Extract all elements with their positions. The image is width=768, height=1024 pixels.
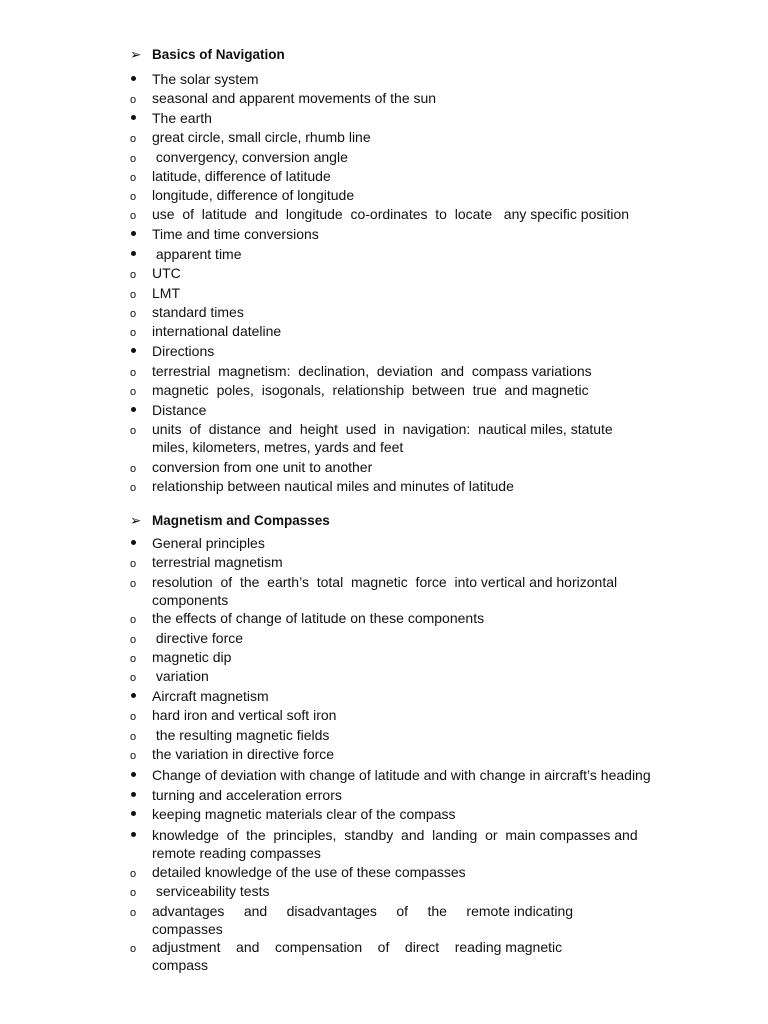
list-item: [130, 303, 710, 321]
bullet-circle-icon: o: [130, 191, 137, 203]
bullet-circle-icon: o: [130, 653, 137, 665]
list-item: [130, 629, 710, 647]
bullet-circle-icon: o: [130, 327, 137, 339]
list-item: [130, 786, 710, 804]
list-item: [130, 264, 710, 282]
list-item: [130, 70, 710, 88]
list-item: [130, 342, 710, 360]
list-item: [130, 863, 710, 881]
list-item-text: seasonal and apparent movements of the sun: [152, 90, 437, 106]
bullet-circle-icon: o: [130, 386, 137, 398]
bullet-circle-icon: o: [130, 672, 137, 684]
bullet-circle-icon: o: [130, 153, 137, 165]
list-item-text: conversion from one unit to another: [152, 459, 373, 475]
list-item-text: magnetic dip: [152, 649, 232, 665]
list-item: [130, 458, 710, 476]
list-item-text: The solar system: [152, 71, 259, 87]
list-item-text: keeping magnetic materials clear of the compass: [152, 806, 456, 822]
list-item: [130, 882, 710, 900]
list-item-text: advantages and disadvantages of the remote indicating: [152, 903, 574, 919]
list-item-text: international dateline: [152, 323, 282, 339]
list-item-text: Aircraft magnetism: [152, 688, 269, 704]
list-item: [130, 245, 710, 263]
bullet-circle-icon: o: [130, 308, 137, 320]
list-item: [130, 362, 710, 380]
list-item: [130, 706, 710, 724]
list-item: [130, 284, 710, 302]
bullet-circle-icon: o: [130, 172, 137, 184]
list-item: [130, 902, 710, 938]
list-item: [130, 766, 710, 784]
list-item-text: standard times: [152, 304, 244, 320]
list-item-text: longitude, difference of longitude: [152, 187, 355, 203]
list-item: [130, 148, 710, 166]
section-heading: [130, 512, 330, 530]
list-item-text-continued: compasses: [152, 921, 223, 937]
bullet-circle-icon: o: [130, 907, 137, 919]
bullet-circle-icon: o: [130, 614, 137, 626]
list-item: [130, 109, 710, 127]
bullet-circle-icon: o: [130, 94, 137, 106]
bullet-circle-icon: o: [130, 578, 137, 590]
bullet-circle-icon: o: [130, 210, 137, 222]
list-item-text: latitude, difference of latitude: [152, 168, 331, 184]
list-item: [130, 420, 710, 456]
list-item-text: apparent time: [152, 246, 242, 262]
list-item-text-continued: compass: [152, 957, 209, 973]
list-item-text: the resulting magnetic fields: [152, 727, 330, 743]
bullet-circle-icon: o: [130, 750, 137, 762]
bullet-circle-icon: o: [130, 463, 137, 475]
section-heading-text: Basics of Navigation: [152, 47, 285, 62]
list-item-text: The earth: [152, 110, 212, 126]
list-item-text: terrestrial magnetism: declination, deviation and compass variations: [152, 363, 592, 379]
list-item: [130, 553, 710, 571]
bullet-circle-icon: o: [130, 558, 137, 570]
list-item-text: knowledge of the principles, standby and landing or main compasses and: [152, 827, 638, 843]
list-item: [130, 128, 710, 146]
bullet-circle-icon: o: [130, 367, 137, 379]
list-item: [130, 826, 710, 862]
list-item: [130, 381, 710, 399]
list-item: [130, 573, 710, 609]
bullet-circle-icon: o: [130, 482, 137, 494]
list-item: [130, 534, 710, 552]
list-item-text: Distance: [152, 402, 207, 418]
list-item: [130, 477, 710, 495]
list-item: [130, 648, 710, 666]
list-item-text-continued: miles, kilometers, metres, yards and feet: [152, 439, 404, 455]
bullet-circle-icon: o: [130, 425, 137, 437]
list-item-text: General principles: [152, 535, 265, 551]
list-item: [130, 225, 710, 243]
list-item-text: the variation in directive force: [152, 746, 335, 762]
list-item: [130, 687, 710, 705]
list-item: [130, 745, 710, 763]
list-item-text: Change of deviation with change of latitude and with change in aircraft’s heading: [152, 767, 651, 783]
list-item-text: great circle, small circle, rhumb line: [152, 129, 371, 145]
list-item: [130, 186, 710, 204]
list-item: [130, 167, 710, 185]
section-heading: [130, 46, 285, 64]
list-item: [130, 205, 710, 223]
bullet-circle-icon: o: [130, 269, 137, 281]
list-item-text-continued: remote reading compasses: [152, 845, 321, 861]
bullet-circle-icon: o: [130, 731, 137, 743]
list-item-text: Directions: [152, 343, 215, 359]
bullet-circle-icon: o: [130, 133, 137, 145]
list-item-text: magnetic poles, isogonals, relationship between true and magnetic: [152, 382, 589, 398]
list-item-text: use of latitude and longitude co-ordinates to locate any specific position: [152, 206, 630, 222]
arrow-bullet-icon: ➢: [130, 513, 142, 528]
list-item: [130, 609, 710, 627]
list-item-text: hard iron and vertical soft iron: [152, 707, 337, 723]
bullet-circle-icon: o: [130, 711, 137, 723]
list-item: [130, 401, 710, 419]
list-item-text: variation: [152, 668, 209, 684]
list-item: [130, 667, 710, 685]
list-item-text: UTC: [152, 265, 181, 281]
bullet-circle-icon: o: [130, 943, 137, 955]
list-item-text: directive force: [152, 630, 244, 646]
list-item-text: serviceability tests: [152, 883, 270, 899]
list-item-text: adjustment and compensation of direct reading magnetic: [152, 939, 563, 955]
list-item-text: units of distance and height used in navigation: nautical miles, statute: [152, 421, 613, 437]
list-item-text: turning and acceleration errors: [152, 787, 342, 803]
list-item: [130, 89, 710, 107]
list-item-text: terrestrial magnetism: [152, 554, 283, 570]
bullet-circle-icon: o: [130, 887, 137, 899]
list-item-text-continued: components: [152, 592, 229, 608]
arrow-bullet-icon: ➢: [130, 47, 142, 62]
list-item-text: LMT: [152, 285, 180, 301]
list-item-text: detailed knowledge of the use of these compasses: [152, 864, 466, 880]
list-item-text: relationship between nautical miles and minutes of latitude: [152, 478, 514, 494]
section-heading-text: Magnetism and Compasses: [152, 513, 330, 528]
list-item-text: Time and time conversions: [152, 226, 319, 242]
list-item: [130, 322, 710, 340]
list-item: [130, 726, 710, 744]
list-item-text: convergency, conversion angle: [152, 149, 348, 165]
list-item-text: resolution of the earth’s total magnetic force into vertical and horizontal: [152, 574, 618, 590]
bullet-circle-icon: o: [130, 289, 137, 301]
bullet-circle-icon: o: [130, 868, 137, 880]
list-item: [130, 805, 710, 823]
list-item: [130, 938, 710, 974]
bullet-circle-icon: o: [130, 634, 137, 646]
list-item-text: the effects of change of latitude on these components: [152, 610, 485, 626]
